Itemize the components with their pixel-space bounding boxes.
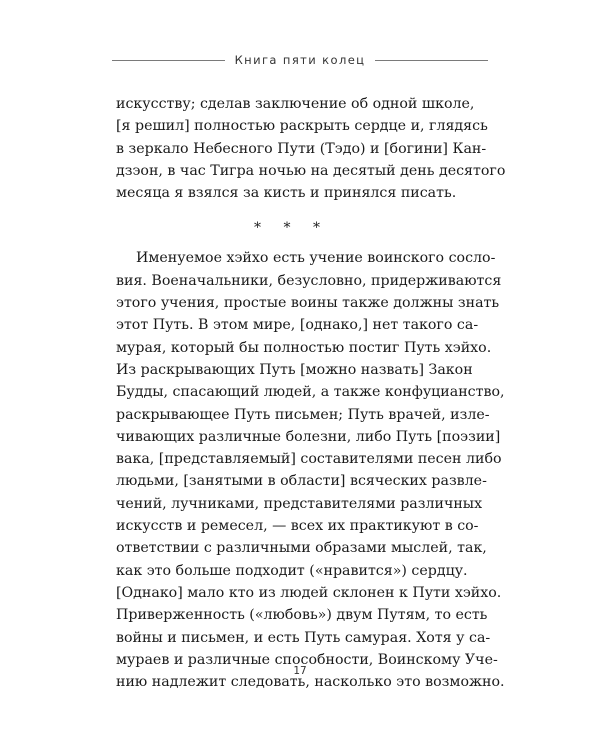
text-line: искусству; сделав заключение об одной школе,	[116, 96, 475, 112]
text-line: вия. Военачальники, безусловно, придерживаются	[116, 272, 502, 289]
body-text	[116, 93, 506, 693]
text-line: людьми, [занятыми в области] всяческих развле-	[116, 473, 487, 490]
text-line: этот Путь. В этом мире, [однако,] нет такого са-	[116, 317, 479, 334]
text-line: Именуемое хэйхо есть учение воинского сосло-	[136, 250, 496, 267]
text-line: вака, [представляемый] составителями песен либо	[116, 451, 502, 468]
text-line: искусств и ремесел, — всех их практикуют в со-	[116, 518, 479, 535]
text-line: раскрывающее Путь письмен; Путь врачей, изле-	[116, 406, 490, 423]
text-line: Будды, спасающий людей, а также конфуцианство,	[116, 384, 505, 401]
text-line: этого учения, простые воины также должны знать	[116, 295, 500, 312]
text-line: дзэон, в час Тигра ночью на десятый день десятого	[116, 162, 506, 179]
text-line: чений, лучниками, представителями различных	[116, 495, 483, 512]
paragraph-1	[116, 93, 506, 204]
running-head-rule-right	[375, 60, 488, 61]
text-line: как это больше подходит («нравится») сердцу.	[116, 562, 468, 579]
text-line: нию надлежит следовать, насколько это возможно.	[116, 674, 505, 691]
running-head-title: Книга пяти колец	[234, 53, 366, 67]
running-head	[112, 52, 488, 68]
text-line: мураев и различные способности, Воинскому Уче-	[116, 651, 498, 668]
running-head-rule-left	[112, 60, 225, 61]
text-line: ответствии с различными образами мыслей, так,	[116, 540, 487, 557]
page-number: 17	[293, 665, 307, 677]
section-separator: * * *	[254, 220, 329, 237]
text-line: Приверженность («любовь») двум Путям, то есть	[116, 607, 488, 624]
text-line: Из раскрывающих Путь [можно назвать] Закон	[116, 361, 473, 378]
text-line: мурая, который бы полностью постиг Путь хэйхо.	[116, 339, 492, 356]
text-line: войны и письмен, и есть Путь самурая. Хотя у са-	[116, 629, 491, 646]
text-line: месяца я взялся за кисть и принялся писать.	[116, 185, 457, 202]
text-line: чивающих различные болезни, либо Путь [поэзии]	[116, 428, 501, 445]
paragraph-2	[116, 247, 505, 693]
text-line: [я решил] полностью раскрыть сердце и, глядясь	[116, 118, 488, 135]
text-line: в зеркало Небесного Пути (Тэдо) и [богини] Кан-	[116, 140, 487, 157]
text-line: [Однако] мало кто из людей склонен к Пути хэйхо.	[116, 584, 502, 601]
